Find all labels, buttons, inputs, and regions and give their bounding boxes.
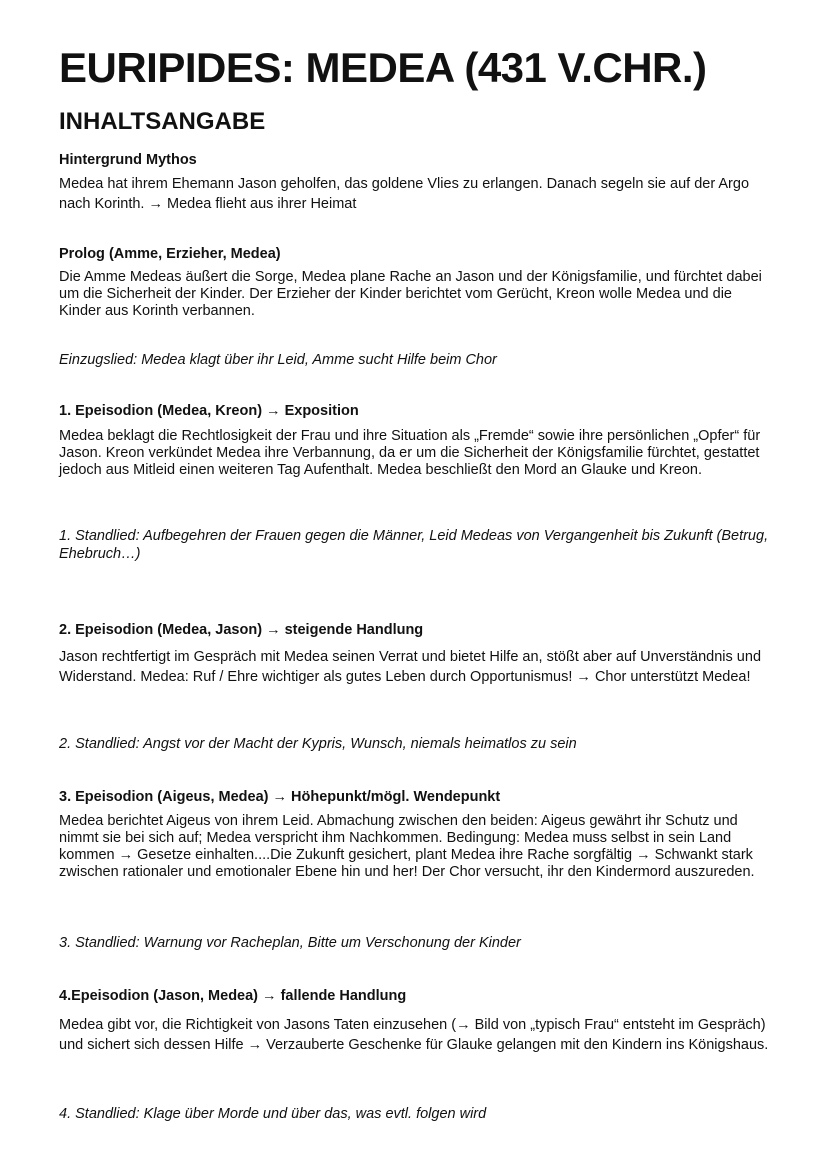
prolog-heading: Prolog (Amme, Erzieher, Medea) [59,246,281,262]
standlied1-text: 1. Standlied: Aufbegehren der Frauen gegen die Männer, Leid Medeas von Vergangenheit bis Zukunft (Betrug, Ehebruch…) [59,528,769,562]
epeisodion1-text: Medea beklagt die Rechtlosigkeit der Frau und ihre Situation als „Fremde“ sowie ihre persönlichen „Opfer“ für Jason. Kreon verkündet Medea ihre Verbannung, da er um die Sicherheit der Königsfamilie fürchtet, gestattet jedoch aus Mitleid einen weiteren Tag Aufenthalt. Medea beschließt den Mord an Glauke und Kreon. [59,428,761,478]
standlied4-text: 4. Standlied: Klage über Morde und über das, was evtl. folgen wird [59,1106,487,1122]
epeisodion3-heading: 3. Epeisodion (Aigeus, Medea) → Höhepunkt/mögl. Wendepunkt [59,789,501,805]
standlied2-text: 2. Standlied: Angst vor der Macht der Kypris, Wunsch, niemals heimatlos zu sein [59,736,577,752]
epeisodion2-heading: 2. Epeisodion (Medea, Jason) → steigende Handlung [59,622,424,638]
epeisodion4-heading: 4.Epeisodion (Jason, Medea) → fallende Handlung [59,988,407,1004]
prolog-text: Die Amme Medeas äußert die Sorge, Medea plane Rache an Jason und der Königsfamilie, und fürchtet dabei um die Sicherheit der Kinder. Der Erzieher der Kinder berichtet vom Gerücht, Kreon wolle Medea und die Kinder aus Korinth verbannen. [59,269,762,319]
document-title: EURIPIDES: MEDEA (431 V.CHR.) [59,44,707,91]
mythos-text: Medea hat ihrem Ehemann Jason geholfen, das goldene Vlies zu erlangen. Danach segeln sie auf der Argo nach Korinth. → Medea flieht aus ihrer Heimat [59,176,750,212]
document-subtitle: INHALTSANGABE [59,108,266,135]
standlied3-text: 3. Standlied: Warnung vor Racheplan, Bitte um Verschonung der Kinder [59,935,521,951]
epeisodion1-heading: 1. Epeisodion (Medea, Kreon) → Exposition [59,403,359,419]
mythos-heading: Hintergrund Mythos [59,152,197,168]
epeisodion3-text: Medea berichtet Aigeus von ihrem Leid. Abmachung zwischen den beiden: Aigeus gewährt ihr Schutz und nimmt sie bei sich auf; Medea verspricht ihm Nachkommen. Bedingung: Medea muss selbst in sein Land kommen → Gesetze einhalten....Die Zukunft gesichert, plant Medea ihre Rache sorgfältig → Schwankt stark zwischen rationaler und emotionaler Ebene hin und her! Der Chor versucht, ihr den Kindermord auszureden. [59,813,755,880]
epeisodion2-text: Jason rechtfertigt im Gespräch mit Medea seinen Verrat und bietet Hilfe an, stößt aber auf Unverständnis und Widerstand. Medea: Ruf / Ehre wichtiger als gutes Leben durch Opportunismus! → Chor unterstützt Medea! [59,649,762,685]
einzugslied-text: Einzugslied: Medea klagt über ihr Leid, Amme sucht Hilfe beim Chor [59,352,497,368]
epeisodion4-text: Medea gibt vor, die Richtigkeit von Jasons Taten einzusehen (→ Bild von „typisch Frau“ entsteht im Gespräch) und sichert sich dessen Hilfe → Verzauberte Geschenke für Glauke gelangen mit den Kindern ins Königshaus. [59,1017,769,1053]
